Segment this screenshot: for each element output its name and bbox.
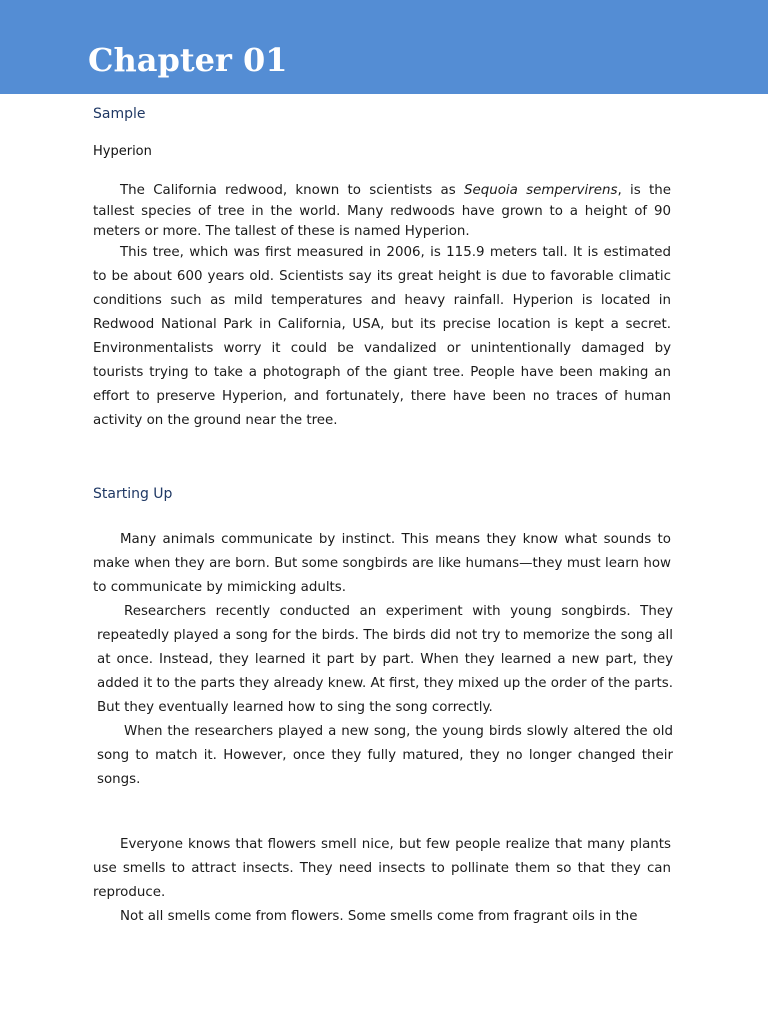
section-heading-starting-up: Starting Up	[93, 485, 173, 502]
subheading-hyperion: Hyperion	[93, 144, 152, 159]
chapter-title: Chapter 01	[88, 41, 288, 79]
paragraph-songbirds-intro: Many animals communicate by instinct. This means they know what sounds to make when they are born. But some songbirds are like humans—they must learn how to communicate by mimicking adults.	[93, 531, 671, 595]
paragraph-flower-smells: Everyone knows that flowers smell nice, but few people realize that many plants use smells to attract insects. They need insects to pollinate them so that they can reproduce.	[93, 836, 671, 900]
chapter-banner	[0, 0, 768, 94]
paragraph-songbirds-experiment: Researchers recently conducted an experiment with young songbirds. They repeatedly played a song for the birds. The birds did not try to memorize the song all at once. Instead, they learned it part by part. When they learned a new part, they added it to the parts they already knew. At first, they mixed up the order of the parts. But they eventually learned how to sing the song correctly.	[97, 603, 673, 715]
paragraph-hyperion-details: This tree, which was first measured in 2006, is 115.9 meters tall. It is estimated to be about 600 years old. Scientists say its great height is due to favorable climatic conditions such as mild temperatures and heavy rainfall. Hyperion is located in Redwood National Park in California, USA, but its precise location is kept a secret. Environmentalists worry it could be vandalized or unintentionally damaged by tourists trying to take a photograph of the giant tree. People have been making an effort to preserve Hyperion, and fortunately, there have been no traces of human activity on the ground near the tree.	[93, 244, 671, 428]
paragraph-redwood-intro	[93, 181, 671, 243]
section-heading-sample: Sample	[93, 106, 146, 122]
paragraph-fragrant-oils: Not all smells come from flowers. Some smells come from fragrant oils in the	[120, 908, 638, 924]
page-content	[93, 104, 671, 929]
paragraph-songbirds-new-song: When the researchers played a new song, the young birds slowly altered the old song to match it. However, once they fully matured, they no longer changed their songs.	[97, 723, 673, 787]
paragraph-text: The California redwood, known to scientists as	[120, 183, 464, 198]
species-name: Sequoia sempervirens	[463, 183, 618, 198]
paragraph-text: , is the tallest species of tree in the world. Many redwoods have grown to a height of 90 meters or more. The tallest of these is named Hyperion.	[93, 183, 671, 239]
